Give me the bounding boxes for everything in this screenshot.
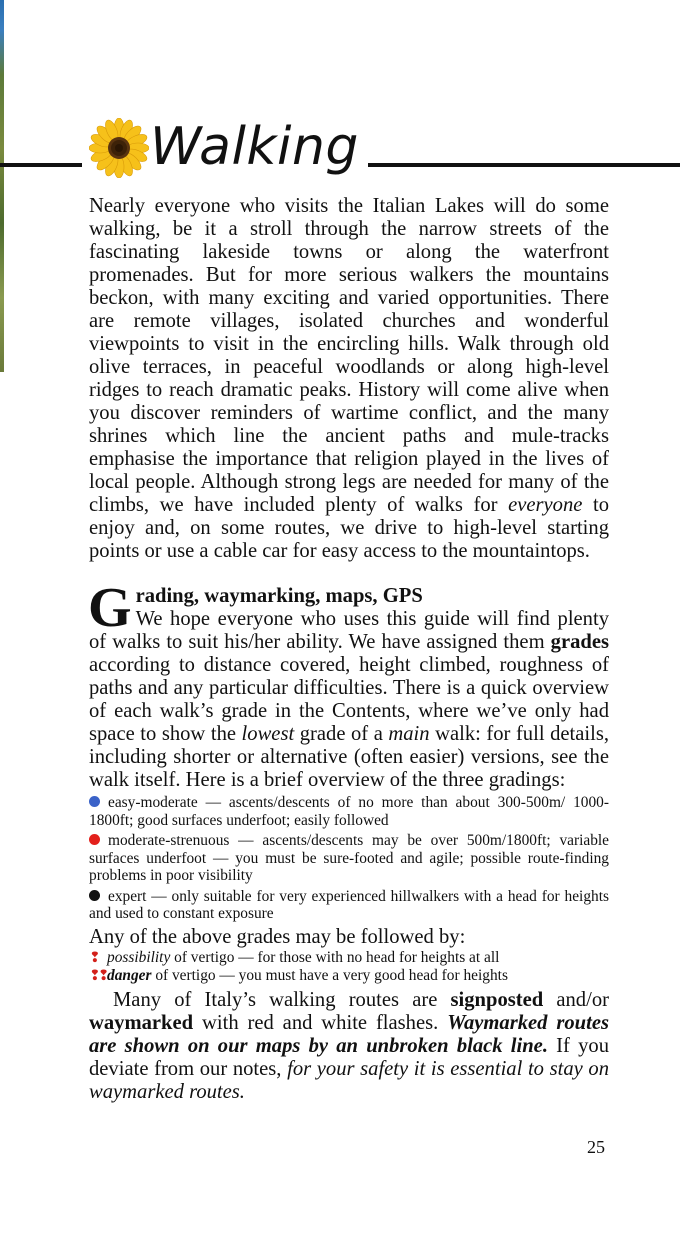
waymark-text-a: Many of Italy’s walking routes are [113,988,451,1011]
grading-text-a: We hope everyone who uses this guide will find plenty of walks to suit his/her ability. We have assigned them [89,608,609,653]
signposted-term: signposted [450,988,544,1011]
grade-easy-text: easy-moderate — ascents/descents of no more than about 300-500m/ 1000-1800ft; good surfaces underfoot; easily followed [89,794,609,829]
danger-term: danger [107,966,152,984]
main-term: main [388,723,430,745]
grading-text-c: grade of a [294,723,389,745]
header-rule-left [0,163,82,167]
followed-by-line: Any of the above grades may be followed by: [89,925,466,948]
possibility-text: of vertigo — for those with no head for heights at all [170,948,500,966]
double-exclamation-icon: ❢❢ [89,967,107,984]
intro-emphasis: everyone [508,494,583,516]
section-title: rading, waymarking, maps, GPS [135,585,423,607]
safety-note: for your safety it is essential to stay on waymarked routes. [89,1057,609,1103]
sunflower-icon [89,118,149,178]
main-content [89,195,609,1104]
waymark-text-c: with red and white flashes. [193,1011,448,1034]
grade-easy [89,794,609,829]
possibility-term: possibility [107,948,171,966]
grade-moderate [89,832,609,885]
intro-text-b: to enjoy and, on some routes, we drive to high-level starting points or use a cable car for easy access to the mountaintops. [89,494,609,562]
page-header [0,112,680,187]
vertigo-possibility [89,949,609,967]
lowest-term: lowest [241,723,295,745]
grade-moderate-text: moderate-strenuous — ascents/descents may be over 500m/1800ft; variable surfaces underfoot — you must be sure-footed and agile; possible route-finding problems in poor visibility [89,832,609,884]
waymark-paragraph [89,989,609,1104]
page-number: 25 [587,1137,605,1157]
grading-paragraph [89,608,609,792]
red-dot-icon [89,834,100,845]
intro-text-a: Nearly everyone who visits the Italian Lakes will do some walking, be it a stroll through the narrow streets of the fascinating lakeside towns or along the waterfront promenades. But for more serious walkers the mountains beckon, with many exciting and varied opportunities. There are remote villages, isolated churches and wonderful viewpoints to visit in the encircling hills. Walk through old olive terraces, in peaceful woodlands or along high-level ridges to reach dramatic peaks. History will come alive when you discover reminders of wartime conflict, and the many shrines which line the ancient paths and mule-tracks emphasise the importance that religion played in the lives of local people. Although strong legs are needed for many of the climbs, we have included plenty of walks for [89,195,609,516]
header-rule-right [368,163,680,167]
grade-expert [89,888,609,923]
waymarked-term: waymarked [89,1011,194,1034]
grade-list [89,794,609,923]
page-title: Walking [150,117,359,177]
grades-term: grades [550,631,609,653]
intro-paragraph [89,195,609,563]
waymark-text-b: and/or [543,988,609,1011]
grading-section [88,577,609,792]
grading-text-d: walk: for full details, including shorter or alternative (often easier) versions, see the walk itself. Here is a brief overview of the three gradings: [89,723,609,791]
black-dot-icon [89,890,100,901]
grading-text-b: according to distance covered, height climbed, roughness of paths and any particular difficulties. There is a quick overview of each walk’s grade in the Contents, where we’ve only had space to show the [89,654,609,745]
vertigo-danger [89,967,609,985]
blue-dot-icon [89,796,100,807]
single-exclamation-icon: ❢ [89,949,98,966]
danger-text: of vertigo — you must have a very good head for heights [151,966,508,984]
map-note: Waymarked routes are shown on our maps by an unbroken black line. [89,1011,610,1057]
waymark-text-d: If you deviate from our notes, [89,1034,609,1080]
grade-expert-text: expert — only suitable for very experienced hillwalkers with a head for heights and used to constant exposure [89,887,609,922]
drop-cap: G [88,577,132,639]
